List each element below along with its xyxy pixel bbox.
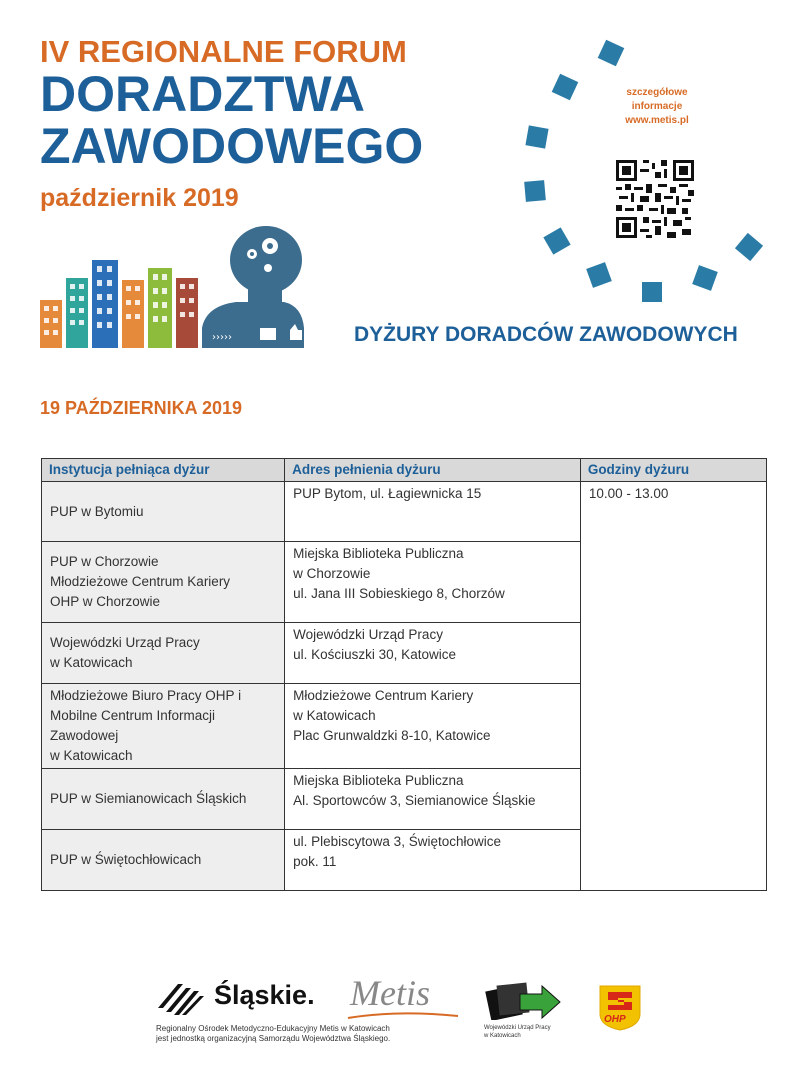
hours-cell: 10.00 - 13.00 xyxy=(580,482,766,891)
institution-cell: PUP w Chorzowie Młodzieżowe Centrum Kariery OHP w Chorzowie xyxy=(42,542,285,623)
table-row xyxy=(42,482,767,542)
address-cell: Miejska Biblioteka Publiczna Al. Sportowców 3, Siemianowice Śląskie xyxy=(285,769,581,830)
header-hours: Godziny dyżuru xyxy=(580,459,766,482)
metis-underline xyxy=(346,1012,460,1020)
table-header-row xyxy=(42,459,767,482)
wup-logo-text: Wojewódzki Urząd Pracy w Katowicach xyxy=(484,1025,551,1039)
institution-cell: PUP w Bytomiu xyxy=(42,482,285,542)
address-cell: ul. Plebiscytowa 3, Świętochłowice pok. 11 xyxy=(285,830,581,891)
slaskie-logo-icon xyxy=(156,982,206,1016)
svg-text:›››››: ››››› xyxy=(212,332,232,343)
address-cell: Młodzieżowe Centrum Kariery w Katowicach Plac Grunwaldzki 8-10, Katowice xyxy=(285,684,581,769)
wup-logo-icon xyxy=(484,980,564,1020)
address-cell: Wojewódzki Urząd Pracy ul. Kościuszki 30, Katowice xyxy=(285,623,581,684)
organization-note: Regionalny Ośrodek Metodyczno-Edukacyjny Metis w Katowicach jest jednostką organizacyjną Samorządu Województwa Śląskiego. xyxy=(156,1024,391,1043)
city-career-illustration xyxy=(40,224,305,348)
institution-cell: Wojewódzki Urząd Pracy w Katowicach xyxy=(42,623,285,684)
qr-code-icon[interactable] xyxy=(616,160,694,238)
forum-title-line1: IV REGIONALNE FORUM xyxy=(40,34,407,69)
header-address: Adres pełnienia dyżuru xyxy=(285,459,581,482)
event-date: 19 PAŹDZIERNIKA 2019 xyxy=(40,398,243,418)
institution-cell: Młodzieżowe Biuro Pracy OHP i Mobilne Centrum Informacji Zawodowej w Katowicach xyxy=(42,684,285,769)
ohp-logo-text: OHP xyxy=(604,1014,626,1025)
forum-title-line3: ZAWODOWEGO xyxy=(40,118,424,174)
institution-cell: PUP w Siemianowicach Śląskich xyxy=(42,769,285,830)
header-institution: Instytucja pełniąca dyżur xyxy=(42,459,285,482)
duty-subtitle: DYŻURY DORADCÓW ZAWODOWYCH xyxy=(354,323,738,346)
duty-table xyxy=(41,458,767,891)
address-cell: PUP Bytom, ul. Łagiewnicka 15 xyxy=(285,482,581,542)
slaskie-logo-text: Śląskie. xyxy=(214,980,315,1010)
institution-cell: PUP w Świętochłowicach xyxy=(42,830,285,891)
address-cell: Miejska Biblioteka Publiczna w Chorzowie ul. Jana III Sobieskiego 8, Chorzów xyxy=(285,542,581,623)
info-text: szczegółowe informacje www.metis.pl xyxy=(612,86,702,128)
forum-title-line2: DORADZTWA xyxy=(40,66,365,122)
metis-logo-text: Metis xyxy=(350,973,430,1013)
metis-link[interactable]: www.metis.pl xyxy=(625,115,689,126)
forum-date-month: październik 2019 xyxy=(40,184,239,212)
